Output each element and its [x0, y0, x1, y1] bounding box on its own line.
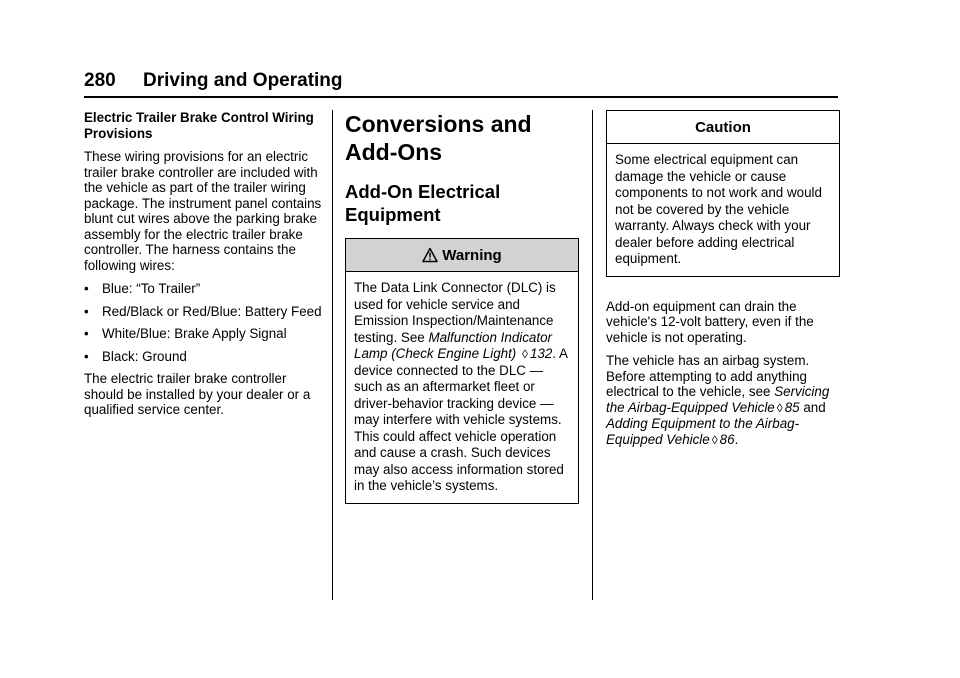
wire-white-blue: White/Blue: Brake Apply Signal — [102, 326, 287, 341]
page-header — [84, 70, 838, 98]
add-on-electrical-heading: Add-On Electrical Equipment — [345, 181, 501, 225]
airbag-ref1-title[interactable]: Servicing the Airbag-Equipped Vehicle — [606, 384, 830, 415]
wire-blue: Blue: “To Trailer” — [102, 281, 201, 296]
caution-box — [606, 110, 840, 277]
bullet-mark: • — [84, 303, 89, 319]
caution-title: Caution — [695, 118, 751, 136]
warning-ref-page[interactable]: 132 — [529, 346, 553, 361]
warning-title: Warning — [442, 246, 502, 264]
list-item — [84, 304, 324, 320]
column-right — [606, 110, 840, 456]
bullet-mark: • — [84, 281, 89, 296]
bullet-mark: • — [84, 348, 89, 364]
column-middle — [345, 110, 579, 504]
list-item — [84, 349, 324, 365]
warning-text-2: . A device connected to the DLC — such as an aftermarket fleet or driver-behavior tracking device — may interfere with vehicle systems. This could affect vehicle operation and cause a crash. Such devices may also access information stored in the vehicle’s systems. — [354, 346, 568, 493]
caution-header — [607, 111, 839, 144]
page-ref-icon: ◊ — [522, 347, 528, 361]
airbag-text: The vehicle has an airbag system. Before attempting to add anything electrical to the vehicle, see — [606, 353, 810, 399]
airbag-and: and — [799, 399, 826, 415]
battery-drain-paragraph: Add-on equipment can drain the vehicle's 12-volt battery, even if the vehicle is not operating. — [606, 298, 814, 345]
page-ref-icon: ◊ — [711, 432, 718, 447]
section-title: Driving and Operating — [143, 70, 343, 91]
wiring-provisions-heading: Electric Trailer Brake Control Wiring Provisions — [84, 110, 314, 141]
wire-black: Black: Ground — [102, 348, 187, 364]
warning-ref-title[interactable]: Malfunction Indicator Lamp (Check Engine Light) — [354, 329, 553, 361]
list-item — [84, 326, 324, 342]
airbag-ref2-page[interactable]: 86 — [719, 431, 735, 447]
airbag-ref2-title[interactable]: Adding Equipment to the Airbag-Equipped Vehicle — [606, 416, 800, 447]
list-item — [84, 281, 324, 297]
airbag-paragraph — [606, 353, 840, 448]
column-divider-left — [332, 110, 333, 600]
column-left — [84, 110, 324, 426]
caution-body: Some electrical equipment can damage the vehicle or cause components to not work and would not be covered by the vehicle warranty. Always check with your dealer before adding electrical equipment. — [615, 152, 822, 266]
page-ref-icon: ◊ — [776, 400, 783, 415]
column-divider-right — [592, 110, 593, 600]
warning-triangle-icon — [422, 247, 438, 263]
wiring-provisions-outro: The electric trailer brake controller should be installed by your dealer or a qualified service center. — [84, 371, 311, 417]
warning-box — [345, 238, 579, 504]
wire-red-black: Red/Black or Red/Blue: Battery Feed — [102, 303, 322, 319]
warning-text-1: The Data Link Connector (DLC) is used for vehicle service and Emission Inspection/Maintenance testing. See — [354, 280, 556, 345]
wiring-provisions-intro: These wiring provisions for an electric trailer brake controller are included with the vehicle as part of the trailer wiring package. The instrument panel contains blunt cut wires above the parking brake assembly for the electric trailer brake controller. The harness contains the following wires: — [84, 149, 322, 273]
conversions-heading: Conversions and Add-Ons — [345, 111, 532, 165]
page-number: 280 — [84, 70, 116, 91]
airbag-end: . — [734, 431, 739, 447]
airbag-ref1-page[interactable]: 85 — [784, 399, 800, 415]
warning-body — [346, 272, 578, 503]
warning-header — [346, 239, 578, 272]
bullet-mark: • — [84, 326, 89, 341]
